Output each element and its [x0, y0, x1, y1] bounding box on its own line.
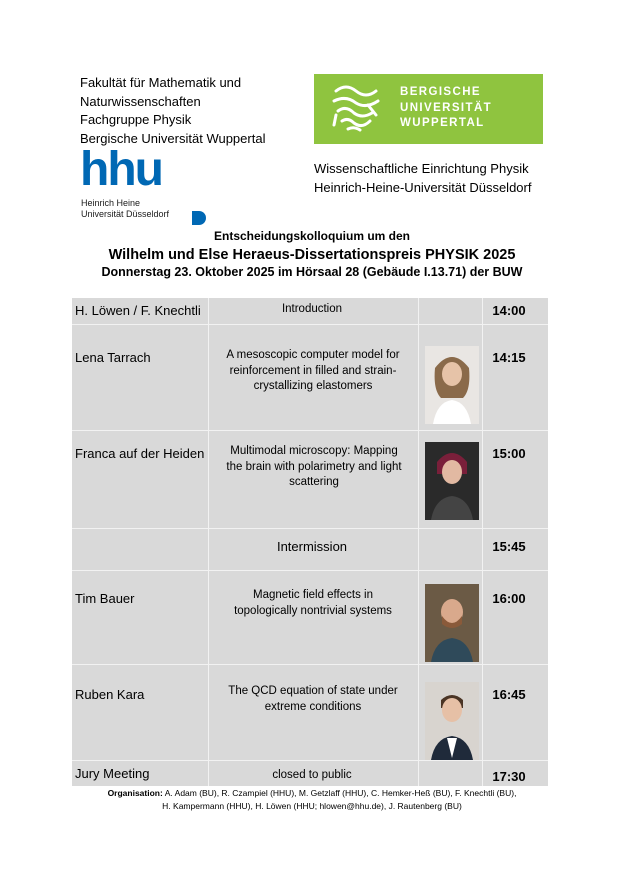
- speaker-photo: [425, 584, 479, 662]
- talk-time: 17:30: [492, 769, 526, 784]
- faculty-line: Naturwissenschaften: [80, 93, 201, 109]
- speaker-photo: [425, 346, 479, 424]
- event-kicker: Entscheidungskolloquium um den: [213, 229, 410, 243]
- schedule-table: [72, 298, 548, 786]
- row-divider: [72, 430, 548, 431]
- faculty-line: Fakultät für Mathematik und: [80, 75, 242, 90]
- organisation-line: [0, 787, 624, 800]
- row-divider: [72, 760, 548, 761]
- talk-time: 16:45: [492, 687, 526, 702]
- buw-wordmark-line: BERGISCHE: [400, 86, 481, 98]
- hhu-mark-icon: [192, 211, 206, 225]
- buw-wordmark-line: UNIVERSITÄT: [400, 101, 493, 114]
- hhu-wordmark: hhu: [80, 143, 162, 196]
- row-divider: [72, 570, 548, 571]
- event-title: Wilhelm und Else Heraeus-Dissertationspreis PHYSIK 2025: [108, 247, 516, 263]
- intermission-label: Intermission: [276, 539, 348, 554]
- buw-wordmark-line: WUPPERTAL: [400, 117, 485, 129]
- talk-title: Magnetic field effects in topologically nontrivial systems: [234, 589, 392, 617]
- talk-time: 14:00: [492, 303, 526, 318]
- talk-title: Introduction: [281, 303, 343, 315]
- event-date-place: Donnerstag 23. Oktober 2025 im Hörsaal 28 (Gebäude I.13.71) der BUW: [101, 265, 523, 279]
- organisation-footer: [0, 787, 624, 812]
- speaker-photo: [425, 442, 479, 520]
- talk-title: closed to public: [272, 769, 352, 781]
- organisation-label: Organisation:: [107, 788, 163, 798]
- faculty-line: Fachgruppe Physik: [80, 112, 192, 127]
- speaker-photo: [425, 682, 479, 760]
- speaker-name: Ruben Kara: [75, 687, 145, 702]
- lion-emblem-icon: [328, 81, 384, 135]
- speaker-name: H. Löwen / F. Knechtli: [75, 303, 201, 318]
- hhu-subtitle-line: Heinrich Heine: [81, 198, 141, 208]
- hhu-logo: [80, 143, 210, 226]
- hhu-subtitle-line: Universität Düsseldorf: [81, 209, 170, 219]
- talk-title: A mesoscopic computer model for reinforcement in filled and strain-crystallizing elastomers: [226, 349, 400, 392]
- row-divider: [72, 664, 548, 665]
- talk-time: 16:00: [492, 591, 526, 606]
- row-divider: [72, 324, 548, 325]
- talk-title: Multimodal microscopy: Mapping the brain with polarimetry and light scattering: [226, 445, 402, 488]
- faculty-address: [80, 74, 265, 148]
- row-divider: [72, 528, 548, 529]
- buw-wordmark: [400, 85, 492, 132]
- institute-line: Wissenschaftliche Einrichtung Physik: [314, 161, 529, 176]
- column-divider: [418, 298, 419, 786]
- institute-line: Heinrich-Heine-Universität Düsseldorf: [314, 179, 532, 195]
- institute-address: [314, 160, 531, 197]
- speaker-name: Jury Meeting: [75, 766, 150, 781]
- talk-time: 15:00: [492, 446, 526, 461]
- faculty-line: Bergische Universität Wuppertal: [80, 130, 266, 146]
- hhu-subtitle: [81, 198, 169, 220]
- buw-logo: [314, 74, 543, 144]
- organisation-line: H. Kampermann (HHU), H. Löwen (HHU; hlowen@hhu.de), J. Rautenberg (BU): [162, 800, 462, 811]
- speaker-name: Lena Tarrach: [75, 350, 151, 365]
- talk-title: The QCD equation of state under extreme conditions: [228, 685, 398, 713]
- speaker-name: Franca auf der Heiden: [75, 446, 205, 461]
- column-divider: [208, 298, 209, 786]
- talk-time: 15:45: [492, 539, 526, 554]
- talk-time: 14:15: [492, 350, 526, 365]
- speaker-name: Tim Bauer: [75, 591, 135, 606]
- organisation-names: A. Adam (BU), R. Czampiel (HHU), M. Getzlaff (HHU), C. Hemker-Heß (BU), F. Knechtli (BU),: [164, 788, 517, 798]
